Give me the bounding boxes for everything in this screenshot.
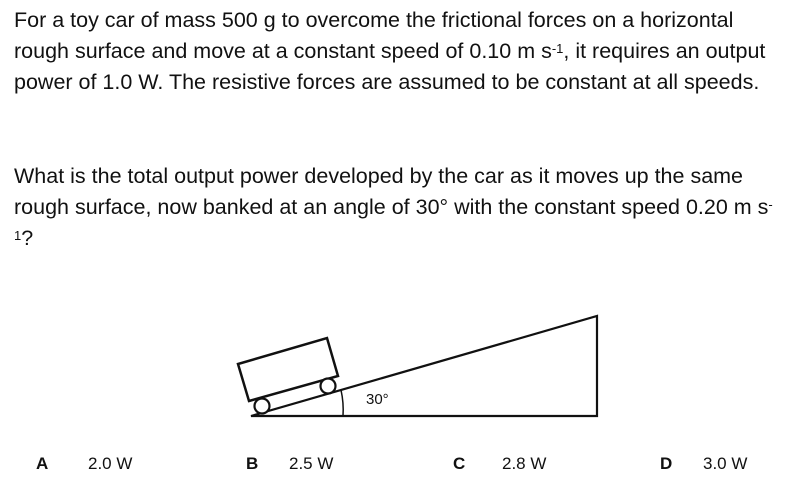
option-c-value: 2.8 W — [502, 454, 547, 473]
question-p2-text-a: What is the total output power developed by the car as it moves up the same rough surface, now banked at an angle of 30° with the constant speed 0.20 m s — [14, 164, 769, 219]
car-rear-wheel — [255, 399, 270, 414]
option-a-value: 2.0 W — [88, 454, 133, 473]
option-b-value: 2.5 W — [289, 454, 334, 473]
option-d-value: 3.0 W — [703, 454, 748, 473]
toy-car — [238, 338, 338, 414]
question-p1-text-a: For a toy car of mass 500 g to overcome the frictional forces on a horizontal rough surface and move at a constant speed of 0.10 m s — [14, 8, 734, 63]
option-c-letter: C — [453, 454, 466, 473]
car-front-wheel — [321, 379, 336, 394]
angle-label: 30° — [366, 391, 389, 408]
option-a-letter: A — [36, 454, 49, 473]
option-b-letter: B — [246, 454, 259, 473]
question-p1-exponent: -1 — [551, 41, 564, 56]
question-p2-text-b: ? — [21, 226, 34, 250]
question-p1-text-b: , it requires an output power of 1.0 W. The resistive forces are assumed to be constant at all speeds. — [14, 39, 766, 94]
angle-arc — [341, 390, 343, 416]
question-p2-exponent: -1 — [14, 197, 773, 243]
option-d-letter: D — [660, 454, 673, 473]
